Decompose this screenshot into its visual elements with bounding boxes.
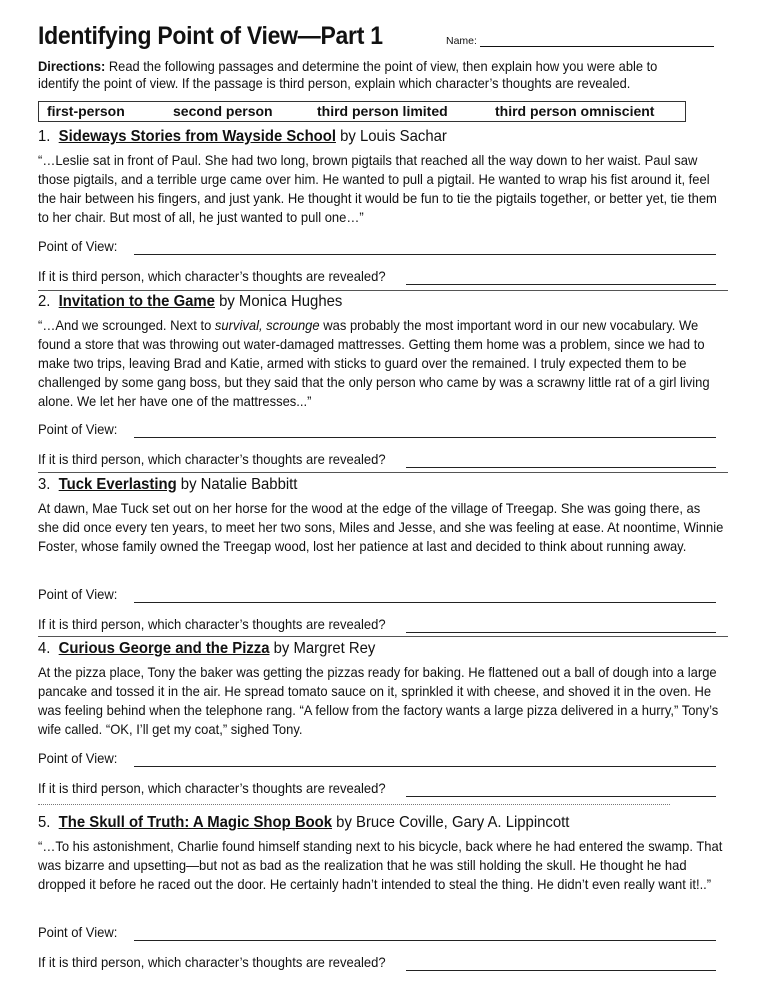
section-number: 5.	[38, 814, 51, 831]
name-label: Name:	[446, 35, 477, 47]
book-author: by Natalie Babbitt	[180, 476, 298, 493]
pov-row	[38, 421, 123, 437]
section-number: 1.	[38, 128, 51, 145]
passage-text: “…Leslie sat in front of Paul. She had two long, brown pigtails that reached all the way down to her waist. Paul saw those pigtails, and a terrible urge came over him. He wanted to pull a pigtail. He wanted to wrap his fist around it, feel the hair between his fingers, and just yank. He thought it would be fun to tie the pigtails together, or better yet, tie them to her chair. But most of all, he just wanted to pull one…”	[38, 152, 717, 225]
section-divider	[38, 472, 728, 473]
section-heading	[38, 640, 680, 658]
book-author: by Bruce Coville, Gary A. Lippincott	[336, 814, 570, 831]
book-title: Sideways Stories from Wayside School	[58, 128, 336, 145]
page-title: Identifying Point of View—Part 1	[38, 22, 383, 50]
thoughts-answer-line[interactable]	[406, 632, 716, 633]
section-heading	[38, 476, 680, 494]
pov-answer-line[interactable]	[134, 602, 716, 603]
pov-option-second-person: second person	[173, 103, 273, 119]
thoughts-question-label: If it is third person, which character’s thoughts are revealed?	[38, 451, 386, 467]
book-author: by Monica Hughes	[219, 293, 343, 310]
thoughts-question-label: If it is third person, which character’s thoughts are revealed?	[38, 780, 386, 796]
pov-label: Point of View:	[38, 238, 118, 254]
passage-section-5	[38, 814, 728, 970]
thoughts-row	[38, 451, 412, 467]
pov-row	[38, 586, 123, 602]
thoughts-row	[38, 616, 412, 632]
passage-section-3	[38, 476, 728, 632]
pov-row	[38, 238, 123, 254]
passage-text: At dawn, Mae Tuck set out on her horse for the wood at the edge of the village of Treegap. She was going there, as she did once every ten years, to meet her two sons, Miles and Jesse, and she was feeling at ease. At noontime, Winnie Foster, whose family owned the Treegap wood, lost her patience at last and decided to think about running away.	[38, 500, 724, 554]
section-number: 2.	[38, 293, 51, 310]
section-number: 4.	[38, 640, 51, 657]
pov-label: Point of View:	[38, 586, 118, 602]
book-author: by Margret Rey	[273, 640, 376, 657]
pov-answer-line[interactable]	[134, 254, 716, 255]
passage-italic-phrase: survival, scrounge	[214, 317, 320, 333]
thoughts-row	[38, 954, 412, 970]
passage-section-4	[38, 640, 728, 796]
passage-section-2	[38, 293, 728, 467]
pov-options-box	[38, 101, 686, 122]
passage-text	[38, 316, 725, 411]
book-title: Tuck Everlasting	[58, 476, 177, 493]
thoughts-row	[38, 268, 412, 284]
thoughts-answer-line[interactable]	[406, 284, 716, 285]
pov-row	[38, 924, 123, 940]
pov-label: Point of View:	[38, 924, 118, 940]
book-title: The Skull of Truth: A Magic Shop Book	[58, 814, 333, 831]
pov-row	[38, 750, 123, 766]
pov-label: Point of View:	[38, 750, 118, 766]
pov-label: Point of View:	[38, 421, 118, 437]
section-divider	[38, 290, 728, 291]
section-heading	[38, 293, 680, 311]
passage-text: “…To his astonishment, Charlie found himself standing next to his bicycle, back where he had entered the swamp. That was bizarre and upsetting—but not as bad as the realization that he was still holding the skull. He thought he had dropped it before he raced out the door. He certainly hadn’t intended to steal the thing. He didn’t even really want it!..”	[38, 838, 723, 892]
thoughts-answer-line[interactable]	[406, 796, 716, 797]
pov-answer-line[interactable]	[134, 437, 716, 438]
book-title: Curious George and the Pizza	[58, 640, 270, 657]
passage-section-1	[38, 128, 728, 284]
thoughts-answer-line[interactable]	[406, 467, 716, 468]
section-number: 3.	[38, 476, 51, 493]
name-answer-line[interactable]	[480, 46, 714, 47]
pov-answer-line[interactable]	[134, 940, 716, 941]
thoughts-row	[38, 780, 412, 796]
section-divider	[38, 636, 728, 637]
section-heading	[38, 814, 680, 832]
thoughts-answer-line[interactable]	[406, 970, 716, 971]
pov-option-third-limited: third person limited	[317, 103, 448, 119]
thoughts-question-label: If it is third person, which character’s thoughts are revealed?	[38, 268, 386, 284]
pov-option-third-omniscient: third person omniscient	[495, 103, 655, 119]
passage-text: At the pizza place, Tony the baker was getting the pizzas ready for baking. He flattened out a ball of dough into a large pancake and tossed it in the air. He spread tomato sauce on it, sprinkled it with cheese, and shoved it in the oven. He was feeling behind when the telephone rang. “A fellow from the factory wants a large pizza delivered in a hurry,” Tony’s wife called. “OK, I’ll get my coat,” sighed Tony.	[38, 664, 719, 737]
thoughts-question-label: If it is third person, which character’s thoughts are revealed?	[38, 954, 386, 970]
directions-text: Read the following passages and determine the point of view, then explain how you were able to identify the point of view. If the passage is third person, explain which character’s thoughts are revealed.	[38, 58, 658, 91]
thoughts-question-label: If it is third person, which character’s thoughts are revealed?	[38, 616, 386, 632]
section-heading	[38, 128, 680, 146]
passage-text-part: “…And we scrounged. Next to	[38, 317, 215, 333]
pov-answer-line[interactable]	[134, 766, 716, 767]
passage-text-part: was probably the most important word in our new vocabulary. We found a store that was throwing out water-damaged mattresses. Getting them home was a problem, since we had to make two trips, leaving Brad and Katie, armed with sticks to guard over the remained. I truly expected them to be challenged by some gang boss, but they said that the only person who came by was a scrawny little rat of a girl living alone. We let her have one of the mattresses...”	[38, 317, 710, 409]
book-author: by Louis Sachar	[340, 128, 447, 145]
pov-option-first-person: first-person	[47, 103, 125, 119]
directions	[38, 58, 673, 92]
book-title: Invitation to the Game	[58, 293, 215, 310]
dotted-divider	[38, 804, 670, 805]
directions-lead: Directions:	[38, 58, 106, 74]
